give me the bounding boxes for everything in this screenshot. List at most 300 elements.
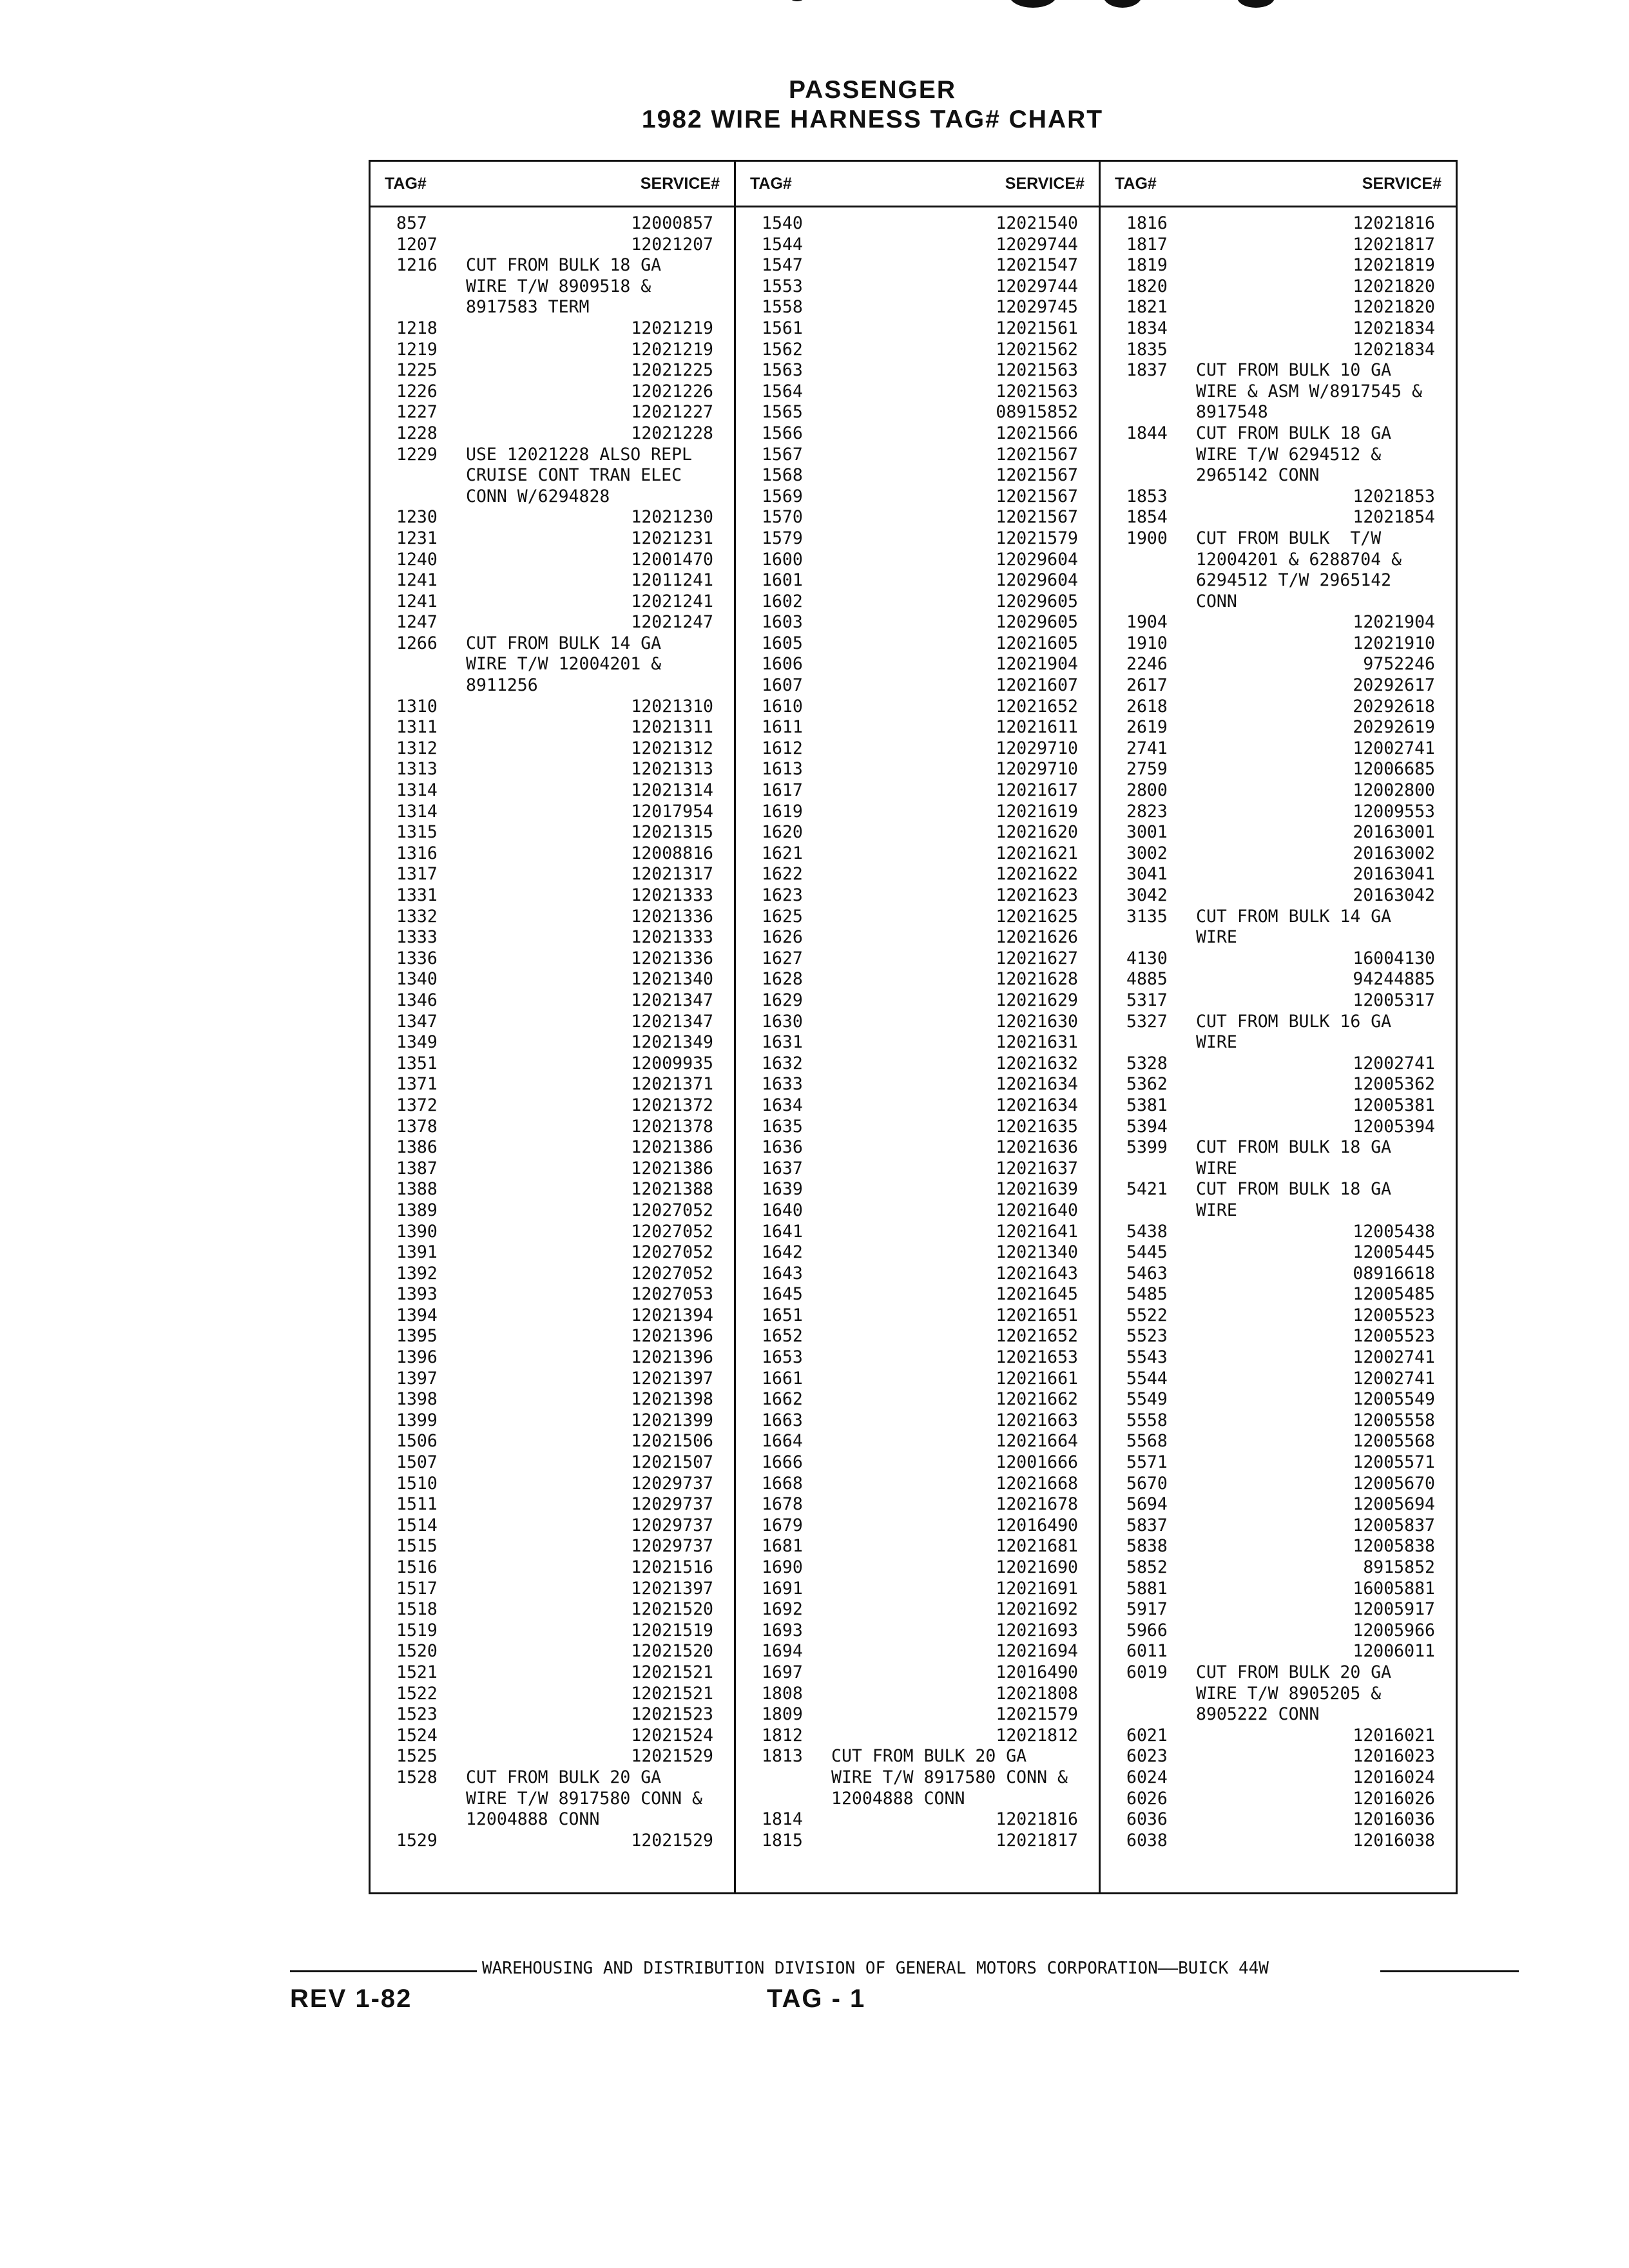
- service-number: 12016023: [1353, 1746, 1435, 1767]
- service-number: 12021333: [631, 885, 713, 905]
- service-number: 12002741: [1353, 738, 1435, 758]
- service-number: 12029737: [631, 1536, 713, 1557]
- service-number: 12002741: [1353, 1053, 1435, 1073]
- tag-number: 1544: [762, 234, 803, 255]
- table-row: [371, 1704, 734, 1725]
- table-row: [1101, 1831, 1456, 1852]
- service-number: 12021579: [996, 1704, 1078, 1725]
- table-row: [736, 1515, 1099, 1537]
- tag-number: 2823: [1126, 801, 1168, 822]
- tag-number: 1241: [396, 570, 438, 591]
- tag-number: 1331: [396, 885, 438, 905]
- table-row: [1101, 612, 1456, 633]
- tag-number: 1640: [762, 1200, 803, 1220]
- tag-number: 1333: [396, 927, 438, 948]
- service-note: 8905222 CONN: [1196, 1704, 1320, 1725]
- table-row: [736, 486, 1099, 508]
- table-row: [371, 402, 734, 423]
- table-row: [1101, 1158, 1456, 1180]
- table-row: [371, 1032, 734, 1053]
- table-row: [736, 843, 1099, 865]
- table-row: [371, 297, 734, 318]
- table-row: [736, 1494, 1099, 1515]
- table-row: [371, 1431, 734, 1452]
- tag-number: 2246: [1126, 654, 1168, 675]
- table-row: [736, 213, 1099, 235]
- tag-number: 1510: [396, 1473, 438, 1494]
- table-row: [736, 1789, 1099, 1810]
- service-number: 12021681: [996, 1536, 1078, 1557]
- service-number: 12021678: [996, 1494, 1078, 1515]
- tag-number: 1371: [396, 1074, 438, 1095]
- tag-number: 1605: [762, 633, 803, 653]
- scan-mark: [1237, 0, 1275, 8]
- service-number: 12021529: [631, 1830, 713, 1850]
- tag-number: 1632: [762, 1053, 803, 1073]
- table-row: [1101, 1053, 1456, 1075]
- tag-number: 1692: [762, 1599, 803, 1620]
- service-number: 12021834: [1353, 339, 1435, 360]
- table-row: [736, 276, 1099, 298]
- service-number: 12021394: [631, 1305, 713, 1325]
- table-row: [1101, 1326, 1456, 1347]
- service-number: 12009935: [631, 1053, 713, 1073]
- table-row: [1101, 318, 1456, 340]
- tag-number: 1813: [762, 1746, 803, 1767]
- service-number: 12021207: [631, 234, 713, 255]
- service-note: CUT FROM BULK 18 GA: [1196, 1179, 1392, 1200]
- table-row: [1101, 1179, 1456, 1200]
- tag-number: 1391: [396, 1242, 438, 1263]
- table-row: [371, 843, 734, 865]
- service-number: 12021639: [996, 1179, 1078, 1200]
- service-number: 12021349: [631, 1032, 713, 1053]
- service-number: 12021904: [1353, 612, 1435, 633]
- table-row: [371, 864, 734, 885]
- service-number: 12021315: [631, 822, 713, 843]
- table-row: [371, 1347, 734, 1369]
- tag-number: 5838: [1126, 1536, 1168, 1557]
- table-row: [371, 570, 734, 591]
- tag-number: 1516: [396, 1557, 438, 1577]
- tag-number: 1218: [396, 318, 438, 338]
- service-number: 12021567: [996, 507, 1078, 528]
- service-number: 12027052: [631, 1221, 713, 1242]
- service-number: 12005571: [1353, 1452, 1435, 1473]
- service-number: 12021645: [996, 1284, 1078, 1305]
- service-number: 20292617: [1353, 675, 1435, 696]
- table-row: [371, 1789, 734, 1810]
- service-note: CUT FROM BULK 20 GA: [831, 1746, 1027, 1767]
- table-column: [734, 162, 1099, 1892]
- table-row: [371, 445, 734, 466]
- service-number: 12005381: [1353, 1095, 1435, 1115]
- service-number: 12021651: [996, 1305, 1078, 1325]
- service-number: 12021694: [996, 1641, 1078, 1662]
- table-row: [1101, 1074, 1456, 1095]
- table-row: [1101, 654, 1456, 675]
- service-number: 16005881: [1353, 1578, 1435, 1599]
- table-row: [736, 1369, 1099, 1390]
- service-number: 12005523: [1353, 1305, 1435, 1325]
- tag-header: TAG#: [385, 175, 427, 193]
- table-row: [1101, 1641, 1456, 1662]
- table-row: [736, 885, 1099, 907]
- service-header: SERVICE#: [1005, 175, 1084, 193]
- tag-number: 1219: [396, 339, 438, 360]
- service-number: 12021636: [996, 1137, 1078, 1158]
- table-row: [371, 486, 734, 508]
- tag-number: 1399: [396, 1410, 438, 1430]
- tag-number: 1310: [396, 696, 438, 716]
- table-row: [371, 1074, 734, 1095]
- table-row: [736, 423, 1099, 445]
- table-row: [1101, 948, 1456, 970]
- table-row: [371, 507, 734, 528]
- table-row: [736, 948, 1099, 970]
- tag-number: 1566: [762, 423, 803, 443]
- table-row: [371, 340, 734, 361]
- service-number: 12021625: [996, 906, 1078, 927]
- service-number: 12021399: [631, 1410, 713, 1430]
- tag-number: 1567: [762, 444, 803, 465]
- table-row: [1101, 1515, 1456, 1537]
- table-row: [371, 255, 734, 276]
- tag-number: 5522: [1126, 1305, 1168, 1325]
- service-note: CUT FROM BULK 20 GA: [466, 1767, 662, 1787]
- service-header: SERVICE#: [640, 175, 720, 193]
- tag-number: 5549: [1126, 1389, 1168, 1410]
- table-row: [1101, 907, 1456, 928]
- table-row: [371, 759, 734, 780]
- table-row: [371, 675, 734, 697]
- tag-number: 1389: [396, 1200, 438, 1220]
- table-row: [371, 1684, 734, 1705]
- service-number: 12021219: [631, 339, 713, 360]
- table-row: [1101, 1095, 1456, 1117]
- tag-number: 1809: [762, 1704, 803, 1725]
- tag-number: 1231: [396, 528, 438, 548]
- service-number: 12021516: [631, 1557, 713, 1577]
- table-row: [371, 1599, 734, 1620]
- service-number: 12008816: [631, 843, 713, 863]
- table-row: [736, 1032, 1099, 1053]
- table-row: [736, 1557, 1099, 1579]
- table-row: [1101, 297, 1456, 318]
- tag-number: 6021: [1126, 1725, 1168, 1745]
- table-row: [736, 340, 1099, 361]
- tag-number: 1540: [762, 213, 803, 233]
- table-row: [736, 675, 1099, 697]
- service-number: 12021398: [631, 1389, 713, 1410]
- tag-number: 1511: [396, 1494, 438, 1515]
- service-number: 12021562: [996, 339, 1078, 360]
- tag-number: 1225: [396, 360, 438, 381]
- service-number: 12029605: [996, 612, 1078, 633]
- tag-number: 1521: [396, 1662, 438, 1682]
- tag-number: 1317: [396, 864, 438, 885]
- tag-number: 5317: [1126, 990, 1168, 1010]
- table-row: [371, 1053, 734, 1075]
- table-row: [1101, 1264, 1456, 1285]
- tag-number: 1844: [1126, 423, 1168, 443]
- service-note: 12004888 CONN: [831, 1788, 965, 1809]
- tag-number: 6024: [1126, 1767, 1168, 1787]
- tag-number: 1693: [762, 1620, 803, 1640]
- tag-number: 1821: [1126, 297, 1168, 318]
- service-number: 12021652: [996, 696, 1078, 716]
- service-note: 8911256: [466, 675, 538, 696]
- table-row: [1101, 1746, 1456, 1767]
- service-number: 12021579: [996, 528, 1078, 548]
- service-number: 12027052: [631, 1200, 713, 1220]
- service-number: 12021386: [631, 1137, 713, 1158]
- service-number: 12021227: [631, 402, 713, 423]
- service-number: 08915852: [996, 402, 1078, 423]
- service-number: 12005558: [1353, 1410, 1435, 1430]
- table-row: [736, 1012, 1099, 1033]
- service-number: 12005394: [1353, 1116, 1435, 1137]
- service-number: 12021817: [1353, 234, 1435, 255]
- service-number: 12029737: [631, 1473, 713, 1494]
- table-row: [736, 1179, 1099, 1200]
- service-note: 8917548: [1196, 402, 1268, 423]
- service-note: WIRE T/W 8917580 CONN &: [831, 1767, 1068, 1787]
- service-note: 6294512 T/W 2965142: [1196, 570, 1392, 591]
- tag-number: 6011: [1126, 1641, 1168, 1662]
- table-row: [1101, 969, 1456, 990]
- tag-number: 1525: [396, 1746, 438, 1767]
- service-number: 12005485: [1353, 1284, 1435, 1305]
- table-row: [736, 570, 1099, 591]
- tag-number: 1230: [396, 507, 438, 528]
- tag-number: 1520: [396, 1641, 438, 1662]
- service-number: 12005362: [1353, 1074, 1435, 1095]
- service-note: CONN: [1196, 591, 1237, 611]
- tag-number: 2741: [1126, 738, 1168, 758]
- tag-number: 4130: [1126, 948, 1168, 968]
- table-row: [371, 969, 734, 990]
- tag-number: 1518: [396, 1599, 438, 1620]
- service-number: 12021820: [1353, 276, 1435, 296]
- tag-number: 1900: [1126, 528, 1168, 548]
- tag-number: 5445: [1126, 1242, 1168, 1263]
- table-row: [1101, 1284, 1456, 1305]
- table-row: [736, 1305, 1099, 1327]
- service-note: 2965142 CONN: [1196, 465, 1320, 486]
- tag-number: 1628: [762, 969, 803, 990]
- tag-number: 1613: [762, 759, 803, 780]
- table-row: [736, 1284, 1099, 1305]
- table-row: [1101, 1369, 1456, 1390]
- tag-number: 1636: [762, 1137, 803, 1158]
- tag-number: 1819: [1126, 255, 1168, 276]
- service-number: 12021853: [1353, 486, 1435, 506]
- tag-number: 1834: [1126, 318, 1168, 338]
- tag-number: 1816: [1126, 213, 1168, 233]
- table-row: [371, 1452, 734, 1474]
- tag-number: 5362: [1126, 1074, 1168, 1095]
- table-row: [1101, 445, 1456, 466]
- service-number: 12021652: [996, 1326, 1078, 1347]
- tag-number: 1312: [396, 738, 438, 758]
- table-row: [371, 1410, 734, 1432]
- tag-number: 1569: [762, 486, 803, 506]
- tag-number: 1661: [762, 1368, 803, 1389]
- service-note: CONN W/6294828: [466, 486, 610, 506]
- table-row: [371, 822, 734, 843]
- table-row: [736, 1158, 1099, 1180]
- tag-number: 1612: [762, 738, 803, 758]
- table-row: [736, 1431, 1099, 1452]
- tag-number: 1691: [762, 1578, 803, 1599]
- service-number: 20163002: [1353, 843, 1435, 863]
- service-number: 12021641: [996, 1221, 1078, 1242]
- table-row: [736, 633, 1099, 655]
- table-row: [736, 1746, 1099, 1767]
- tag-number: 5571: [1126, 1452, 1168, 1473]
- service-number: 12006685: [1353, 759, 1435, 780]
- tag-number: 5463: [1126, 1263, 1168, 1283]
- table-row: [1101, 402, 1456, 423]
- tag-number: 1617: [762, 780, 803, 801]
- table-row: [736, 1831, 1099, 1852]
- table-row: [371, 1662, 734, 1684]
- service-note: WIRE: [1196, 1032, 1237, 1053]
- tag-number: 1630: [762, 1011, 803, 1032]
- table-row: [736, 759, 1099, 780]
- service-number: 12021563: [996, 360, 1078, 381]
- table-row: [736, 360, 1099, 381]
- tag-number: 1315: [396, 822, 438, 843]
- service-number: 12021388: [631, 1179, 713, 1200]
- table-row: [736, 1809, 1099, 1831]
- table-row: [736, 864, 1099, 885]
- service-number: 12029737: [631, 1515, 713, 1535]
- table-row: [736, 969, 1099, 990]
- service-number: 12021834: [1353, 318, 1435, 338]
- tag-number: 1524: [396, 1725, 438, 1745]
- table-row: [1101, 1242, 1456, 1264]
- table-row: [736, 402, 1099, 423]
- table-row: [736, 1347, 1099, 1369]
- table-row: [1101, 759, 1456, 780]
- table-row: [371, 1620, 734, 1642]
- service-number: 12005694: [1353, 1494, 1435, 1515]
- table-row: [736, 1095, 1099, 1117]
- tag-number: 1378: [396, 1116, 438, 1137]
- service-number: 20163042: [1353, 885, 1435, 905]
- table-row: [736, 1053, 1099, 1075]
- tag-number: 1837: [1126, 360, 1168, 381]
- service-number: 12021521: [631, 1662, 713, 1682]
- service-note: CRUISE CONT TRAN ELEC: [466, 465, 682, 486]
- service-number: 12002800: [1353, 780, 1435, 801]
- tag-number: 5421: [1126, 1179, 1168, 1200]
- service-number: 12021520: [631, 1641, 713, 1662]
- table-row: [371, 633, 734, 655]
- tag-number: 1553: [762, 276, 803, 296]
- tag-number: 1562: [762, 339, 803, 360]
- tag-number: 1519: [396, 1620, 438, 1640]
- table-row: [371, 1137, 734, 1158]
- service-note: CUT FROM BULK 14 GA: [1196, 906, 1392, 927]
- service-number: 12027052: [631, 1263, 713, 1283]
- table-row: [736, 445, 1099, 466]
- table-row: [736, 1326, 1099, 1347]
- tag-number: 4885: [1126, 969, 1168, 990]
- table-row: [1101, 1032, 1456, 1053]
- tag-number: 5523: [1126, 1326, 1168, 1347]
- service-number: 12029605: [996, 591, 1078, 611]
- tag-number: 1817: [1126, 234, 1168, 255]
- tag-number: 6036: [1126, 1809, 1168, 1830]
- service-number: 12021628: [996, 969, 1078, 990]
- table-column: [371, 162, 734, 1892]
- tag-number: 3135: [1126, 906, 1168, 927]
- table-row: [736, 1536, 1099, 1557]
- service-number: 12029737: [631, 1494, 713, 1515]
- service-number: 12021808: [996, 1683, 1078, 1704]
- service-number: 12021668: [996, 1473, 1078, 1494]
- table-row: [736, 1725, 1099, 1747]
- service-number: 12027052: [631, 1242, 713, 1263]
- table-row: [1101, 1222, 1456, 1243]
- service-number: 9752246: [1363, 654, 1435, 675]
- table-row: [1101, 1347, 1456, 1369]
- service-number: 12016026: [1353, 1788, 1435, 1809]
- tag-number: 1395: [396, 1326, 438, 1347]
- table-row: [371, 591, 734, 613]
- table-row: [736, 1474, 1099, 1495]
- service-number: 12021619: [996, 801, 1078, 822]
- tag-number: 1314: [396, 780, 438, 801]
- service-number: 12021605: [996, 633, 1078, 653]
- tag-number: 2619: [1126, 717, 1168, 738]
- tag-number: 1227: [396, 402, 438, 423]
- service-note: WIRE: [1196, 927, 1237, 948]
- table-row: [736, 465, 1099, 486]
- table-row: [736, 738, 1099, 760]
- table-row: [736, 907, 1099, 928]
- table-row: [1101, 1117, 1456, 1138]
- service-number: 12021561: [996, 318, 1078, 338]
- service-note: CUT FROM BULK 18 GA: [1196, 423, 1392, 443]
- table-row: [1101, 1579, 1456, 1600]
- service-number: 12002741: [1353, 1368, 1435, 1389]
- service-number: 12021312: [631, 738, 713, 758]
- service-number: 12021519: [631, 1620, 713, 1640]
- table-row: [1101, 423, 1456, 445]
- tag-number: 1642: [762, 1242, 803, 1263]
- tag-number: 1627: [762, 948, 803, 968]
- tag-number: 1602: [762, 591, 803, 611]
- column-header: [371, 162, 734, 207]
- tag-number: 3041: [1126, 864, 1168, 885]
- service-number: 12021396: [631, 1326, 713, 1347]
- tag-number: 1349: [396, 1032, 438, 1053]
- table-row: [736, 591, 1099, 613]
- table-row: [1101, 885, 1456, 907]
- table-row: [371, 717, 734, 738]
- service-number: 12021910: [1353, 633, 1435, 653]
- table-row: [371, 654, 734, 675]
- table-row: [736, 1767, 1099, 1789]
- service-number: 12021372: [631, 1095, 713, 1115]
- table-row: [371, 780, 734, 802]
- tag-number: 1639: [762, 1179, 803, 1200]
- tag-number: 5568: [1126, 1431, 1168, 1452]
